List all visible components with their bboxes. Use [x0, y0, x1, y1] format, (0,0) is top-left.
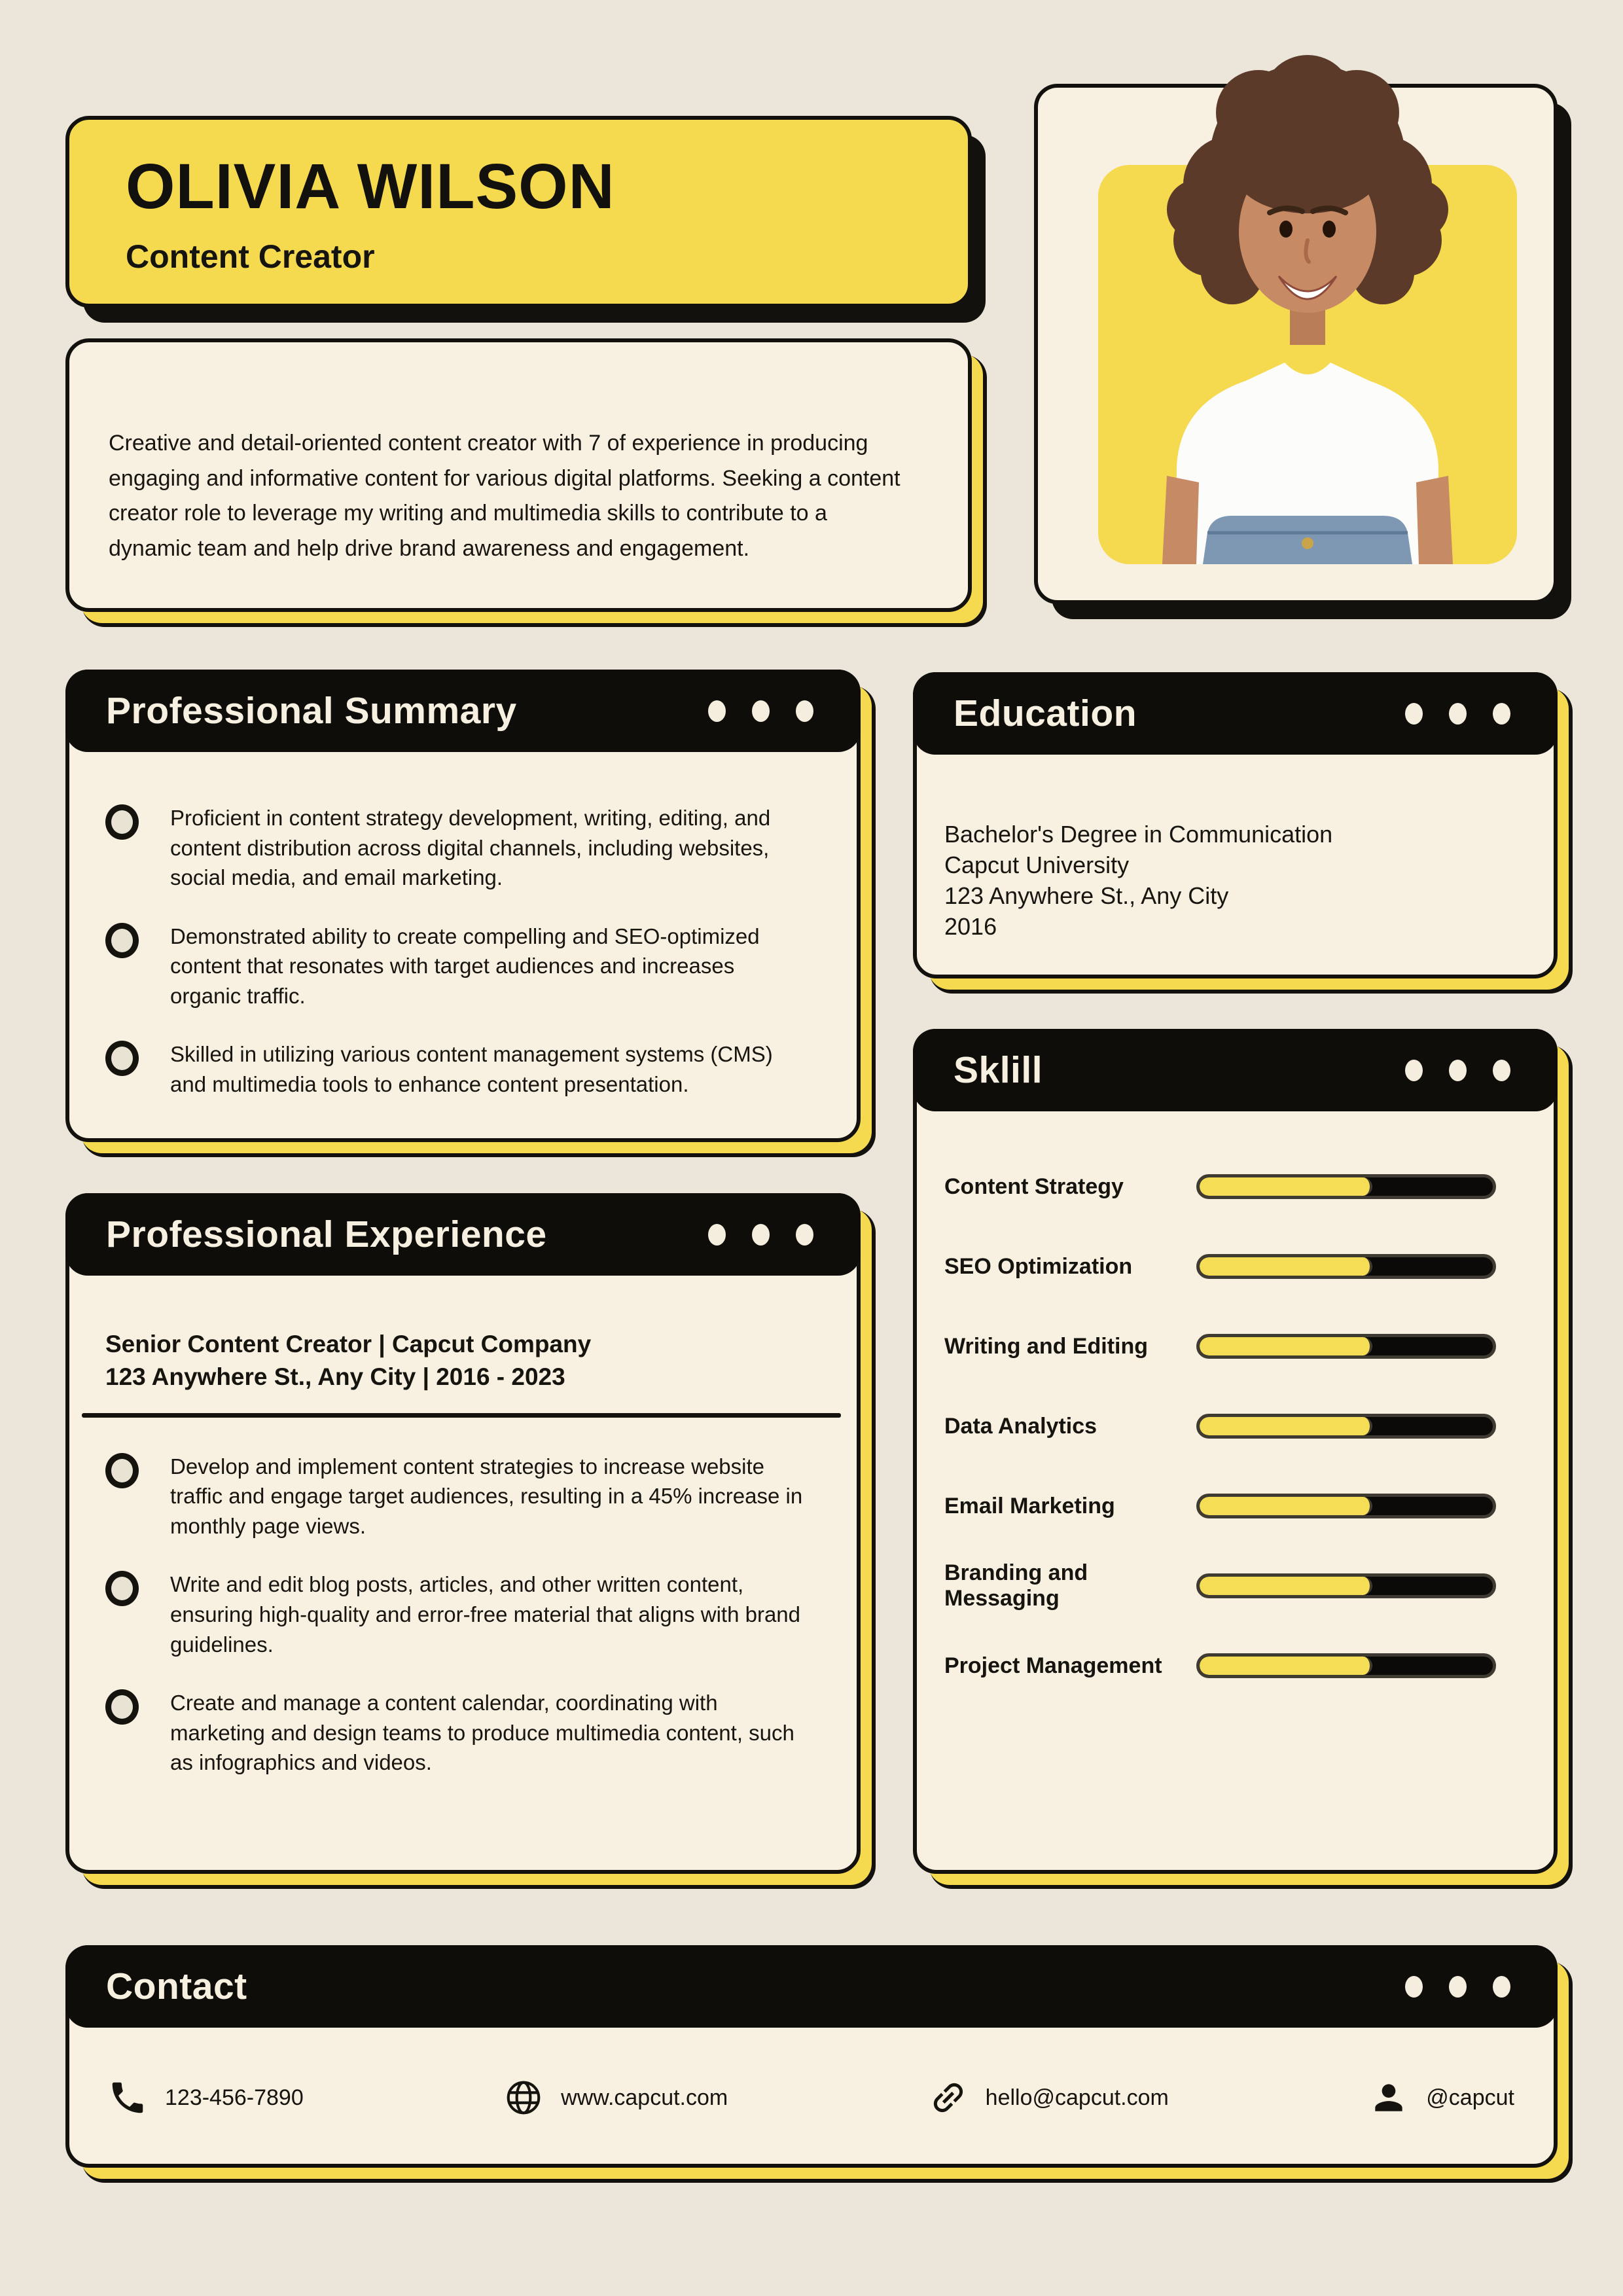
bullet-circle-icon [105, 1571, 139, 1606]
photo-card [1034, 84, 1558, 604]
job-meta: 123 Anywhere St., Any City | 2016 - 2023 [105, 1363, 565, 1390]
profile-photo [1098, 54, 1517, 564]
job-title: Senior Content Creator | Capcut Company [105, 1331, 592, 1357]
education-address: 123 Anywhere St., Any City [944, 882, 1229, 910]
bullet-circle-icon [105, 1689, 139, 1725]
bullet-circle-icon [105, 923, 139, 958]
section-title: Professional Summary [106, 690, 517, 732]
skill-row: Data Analytics [944, 1403, 1496, 1449]
summary-list [105, 803, 811, 1099]
skill-row: Project Management [944, 1643, 1496, 1689]
education-header [913, 672, 1558, 755]
photo-background [1098, 165, 1517, 564]
list-item: Create and manage a content calendar, coordinating with marketing and design teams to produce multimedia content, such as infographics and videos. [105, 1688, 817, 1778]
contact-header [65, 1945, 1558, 2028]
contact-website: www.capcut.com [503, 2077, 728, 2118]
section-title: Contact [106, 1965, 247, 2007]
section-title: Education [954, 692, 1137, 734]
education-card [913, 672, 1558, 978]
contact-handle: @capcut [1368, 2077, 1514, 2118]
skill-bar [1196, 1334, 1496, 1359]
objective-card [65, 338, 972, 612]
skills-header [913, 1029, 1558, 1111]
professional-summary-card [65, 670, 861, 1142]
skill-bar [1196, 1414, 1496, 1439]
education-year: 2016 [944, 913, 997, 941]
bullet-circle-icon [105, 804, 139, 840]
section-title: Professional Experience [106, 1213, 547, 1255]
education-degree: Bachelor's Degree in Communication [944, 821, 1333, 848]
list-item: Develop and implement content strategies to increase website traffic and engage target audiences, resulting in a 45% increase in monthly page views. [105, 1452, 817, 1541]
contact-row [107, 2077, 1514, 2118]
divider [82, 1413, 841, 1418]
experience-list [105, 1452, 817, 1778]
list-item: Demonstrated ability to create compelling and SEO-optimized content that resonates with target audiences and increases organic traffic. [105, 922, 811, 1011]
skill-bar [1196, 1174, 1496, 1199]
contact-phone: 123-456-7890 [107, 2077, 304, 2118]
education-school: Capcut University [944, 852, 1130, 879]
link-icon [928, 2077, 969, 2118]
skill-bar [1196, 1494, 1496, 1518]
contact-card [65, 1945, 1558, 2168]
skill-row: Writing and Editing [944, 1323, 1496, 1369]
section-title: Sklill [954, 1049, 1043, 1091]
professional-summary-header [65, 670, 861, 752]
experience-header [65, 1193, 861, 1276]
title-card [65, 116, 972, 308]
window-dots-icon [708, 1224, 813, 1246]
skill-bar [1196, 1653, 1496, 1678]
contact-email: hello@capcut.com [928, 2077, 1169, 2118]
skill-bar [1196, 1573, 1496, 1598]
window-dots-icon [1405, 1976, 1510, 1998]
list-item: Write and edit blog posts, articles, and other written content, ensuring high-quality and error-free material that aligns with brand guidelines. [105, 1570, 817, 1659]
skill-row: Content Strategy [944, 1164, 1496, 1210]
list-item: Proficient in content strategy development, writing, editing, and content distribution across digital channels, including websites, social media, and email marketing. [105, 803, 811, 893]
window-dots-icon [708, 700, 813, 722]
bullet-circle-icon [105, 1453, 139, 1488]
user-icon [1368, 2077, 1409, 2118]
skill-bar [1196, 1254, 1496, 1279]
skill-row: SEO Optimization [944, 1244, 1496, 1289]
window-dots-icon [1405, 703, 1510, 725]
objective-text: Creative and detail-oriented content creator with 7 of experience in producing engaging and informative content for various digital platforms. Seeking a content creator role to leverage my writing and multimedia skills to contribute to a dynamic team and help drive brand awareness and engagement. [109, 431, 901, 562]
person-role: Content Creator [126, 238, 375, 275]
skills-card [913, 1029, 1558, 1874]
education-details [944, 819, 1527, 942]
person-name: OLIVIA WILSON [126, 151, 615, 222]
phone-icon [107, 2077, 148, 2118]
list-item: Skilled in utilizing various content management systems (CMS) and multimedia tools to enhance content presentation. [105, 1039, 811, 1099]
skill-row: Email Marketing [944, 1483, 1496, 1529]
skill-row: Branding and Messaging [944, 1563, 1496, 1609]
experience-card [65, 1193, 861, 1874]
bullet-circle-icon [105, 1041, 139, 1076]
globe-icon [503, 2077, 544, 2118]
window-dots-icon [1405, 1060, 1510, 1081]
